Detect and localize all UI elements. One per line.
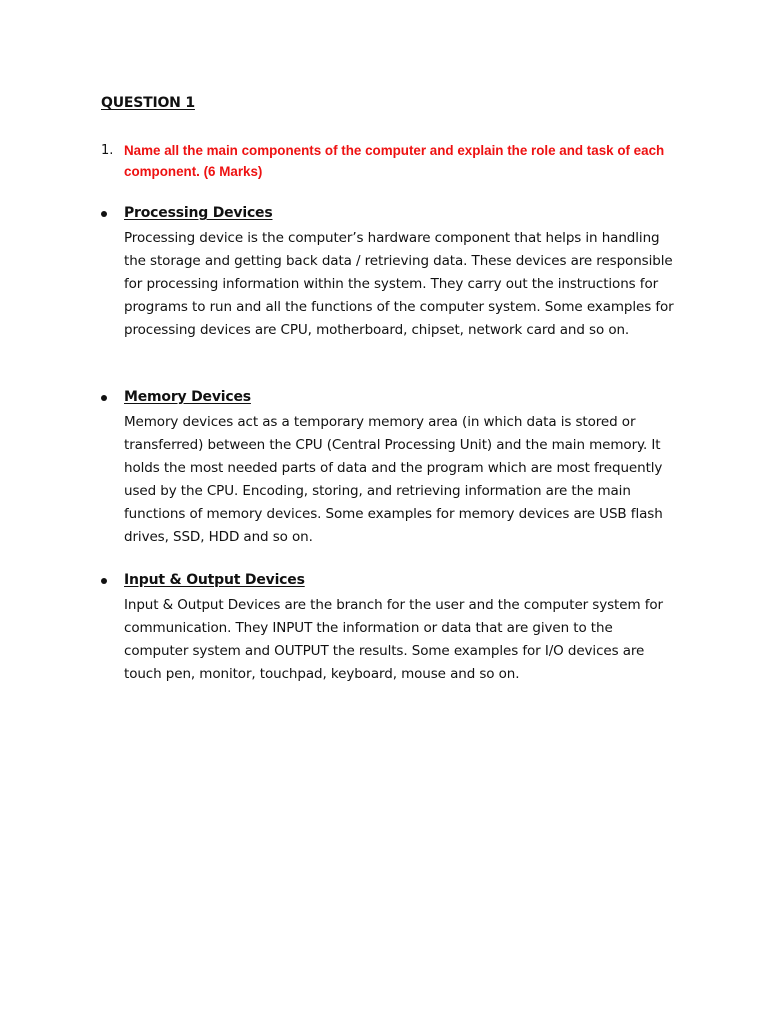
section-heading: Processing Devices — [124, 205, 273, 221]
bullet-icon — [101, 211, 107, 217]
section-heading: Memory Devices — [124, 389, 251, 405]
section-heading: Input & Output Devices — [124, 572, 305, 588]
section-body: Processing device is the computer’s hardware component that helps in handling the storage and getting back data / retrieving data. These devices are responsible for processing information within the system. They carry out the instructions for programs to run and all the functions of the computer system. Some examples for processing devices are CPU, motherboard, chipset, network card and so on. — [124, 230, 674, 338]
bullet-icon — [101, 395, 107, 401]
section-body: Input & Output Devices are the branch for the user and the computer system for communication. They INPUT the information or data that are given to the computer system and OUTPUT the results. Some examples for I/O devices are touch pen, monitor, touchpad, keyboard, mouse and so on. — [124, 597, 663, 682]
bullet-icon — [101, 578, 107, 584]
question-text: Name all the main components of the computer and explain the role and task of each component. (6 Marks) — [124, 143, 665, 179]
question-number: 1. — [101, 143, 114, 158]
section-body: Memory devices act as a temporary memory area (in which data is stored or transferred) between the CPU (Central Processing Unit) and the main memory. It holds the most needed parts of data and the program which are most frequently used by the CPU. Encoding, storing, and retrieving information are the main functions of memory devices. Some examples for memory devices are USB flash drives, SSD, HDD and so on. — [124, 414, 663, 545]
question-title: QUESTION 1 — [101, 95, 195, 111]
